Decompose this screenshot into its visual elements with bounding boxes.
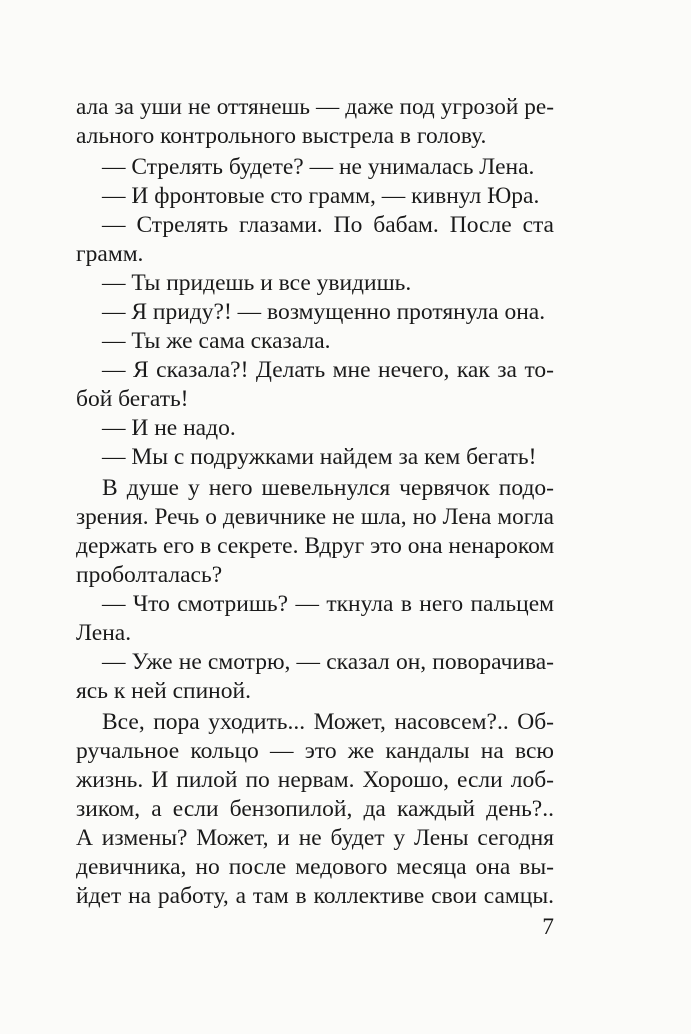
text-line: зрения. Речь о девичнике не шла, но Лена могла — [76, 504, 554, 530]
text-line: зиком, а если бензопилой, да каждый день?.. — [76, 796, 554, 822]
text-line: — Ты придешь и все увидишь. — [102, 270, 412, 296]
text-line: бой бегать! — [76, 386, 189, 412]
text-line: А измены? Может, и не будет у Лены сегодня — [76, 825, 554, 851]
text-line: йдет на работу, а там в коллективе свои самцы. — [76, 883, 554, 909]
text-line: — Я приду?! — возмущенно протянула она. — [102, 299, 546, 325]
page-number: 7 — [542, 914, 554, 940]
text-line: — Стрелять будете? — не унималась Лена. — [102, 154, 535, 180]
text-line: девичника, но после медового месяца она вы- — [76, 854, 554, 880]
text-line: Лена. — [76, 620, 132, 646]
text-line: — Что смотришь? — ткнула в него пальцем — [102, 591, 554, 617]
text-line: ясь к ней спиной. — [76, 678, 251, 704]
text-line: ручальное кольцо — это же кандалы на всю — [76, 738, 554, 764]
text-line: — Стрелять глазами. По бабам. После ста — [102, 212, 554, 238]
text-line: — И фронтовые сто грамм, — кивнул Юра. — [102, 183, 540, 209]
text-line: — Мы с подружками найдем за кем бегать! — [102, 444, 537, 470]
text-line: проболталась? — [76, 562, 223, 588]
text-line: — И не надо. — [102, 415, 236, 441]
text-line: В душе у него шевельнулся червячок подо- — [102, 475, 554, 501]
text-line: Все, пора уходить... Может, насовсем?.. Об- — [102, 709, 554, 735]
text-line: — Я сказала?! Делать мне нечего, как за то- — [102, 357, 554, 383]
text-line: ального контрольного выстрела в голову. — [76, 123, 487, 149]
text-line: ала за уши не оттянешь — даже под угрозой ре- — [76, 94, 554, 120]
text-line: жизнь. И пилой по нервам. Хорошо, если лоб- — [76, 767, 554, 793]
text-line: — Уже не смотрю, — сказал он, поворачива- — [102, 649, 554, 675]
text-line: держать его в секрете. Вдруг это она ненароком — [76, 533, 555, 559]
text-line: грамм. — [76, 241, 144, 267]
text-line: — Ты же сама сказала. — [102, 328, 331, 354]
